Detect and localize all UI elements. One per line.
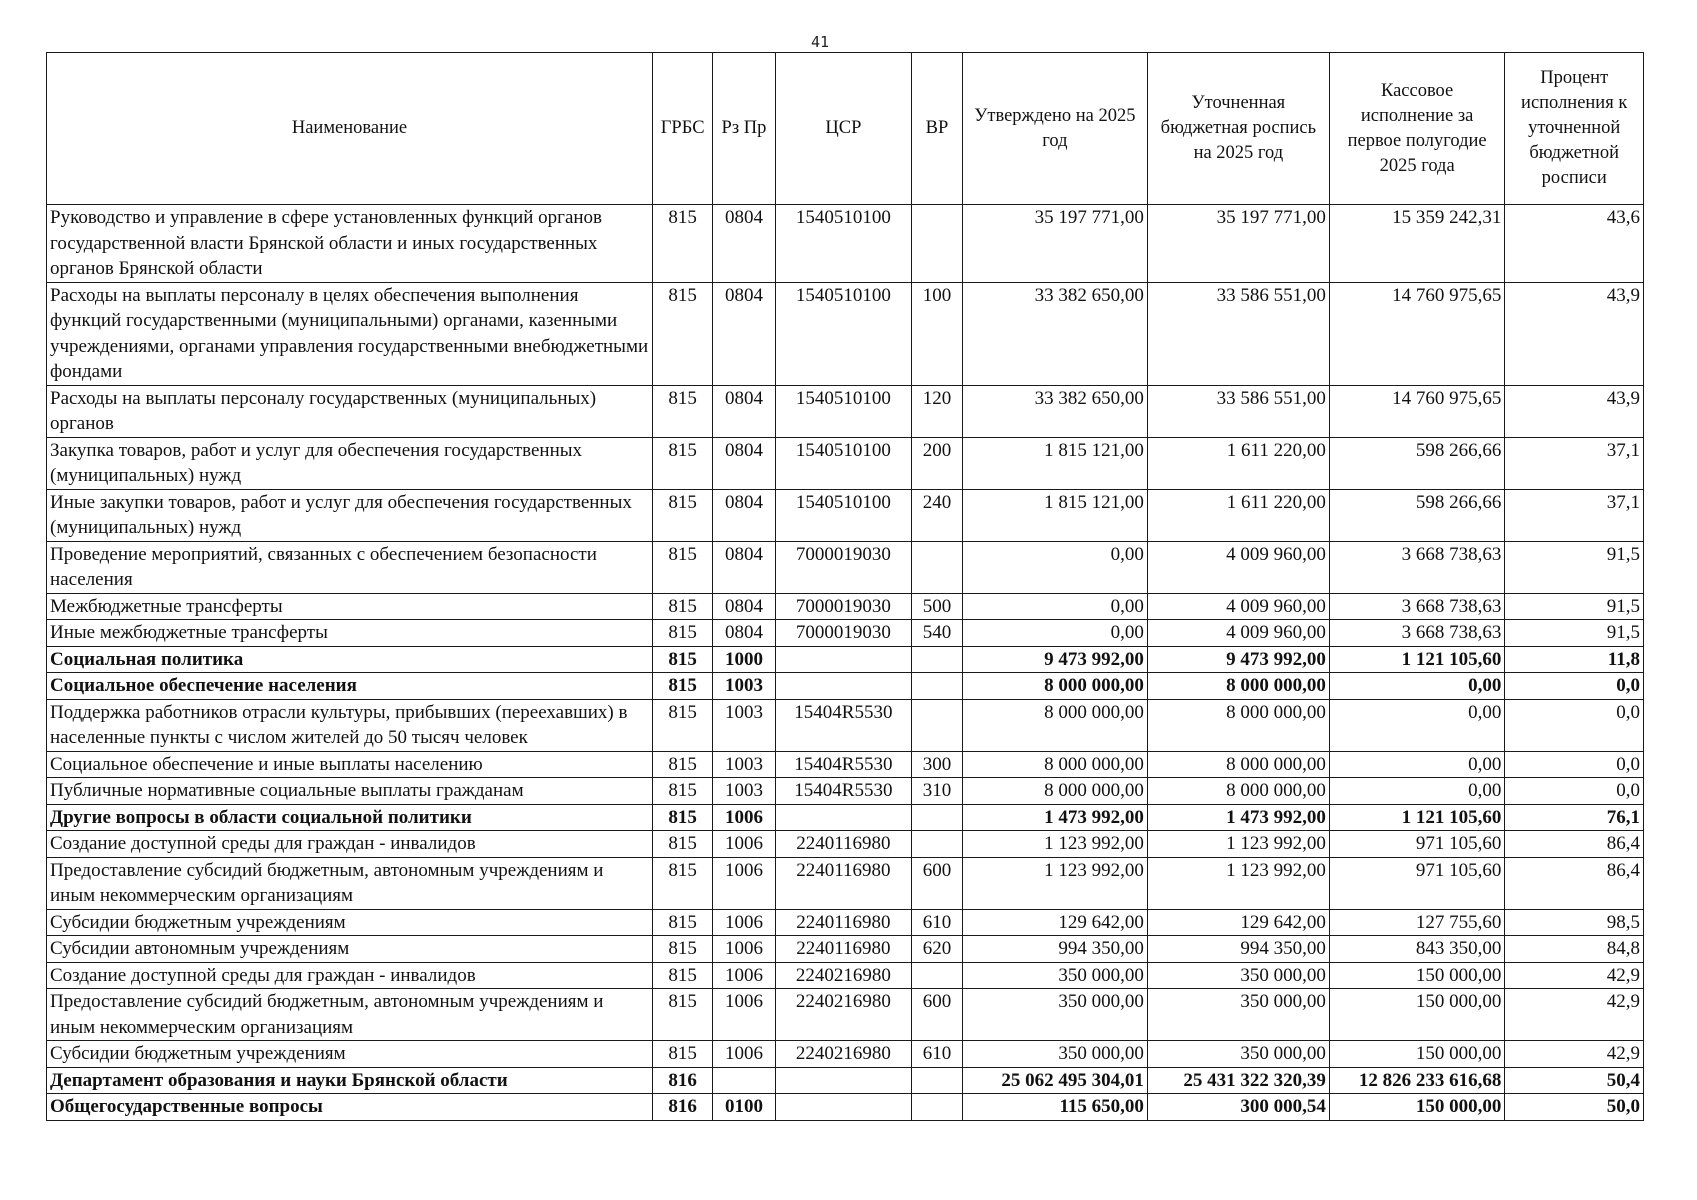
row-percent-cell: 43,9 [1505,385,1644,437]
row-csr-cell: 1540510100 [775,205,911,283]
row-rzpr-cell: 1006 [713,989,775,1041]
row-approved-cell: 35 197 771,00 [962,205,1147,283]
table-row [47,646,1644,673]
row-approved-cell: 0,00 [962,541,1147,593]
row-executed-cell: 150 000,00 [1329,962,1505,989]
row-approved-cell: 8 000 000,00 [962,778,1147,805]
row-name-cell: Предоставление субсидий бюджетным, автономным учреждениям и иным некоммерческим организациям [47,857,653,909]
row-executed-cell: 598 266,66 [1329,489,1505,541]
row-approved-cell: 9 473 992,00 [962,646,1147,673]
header-name: Наименование [47,53,653,205]
row-rzpr-cell [713,1067,775,1094]
row-executed-cell: 15 359 242,31 [1329,205,1505,283]
row-vr-cell: 120 [912,385,963,437]
header-row [47,53,1644,205]
header-csr: ЦСР [775,53,911,205]
row-rzpr-cell: 0804 [713,205,775,283]
row-grbs-cell: 815 [653,936,713,963]
row-vr-cell [912,205,963,283]
row-refined-cell: 33 586 551,00 [1147,282,1329,385]
row-executed-cell: 3 668 738,63 [1329,593,1505,620]
row-approved-cell: 350 000,00 [962,962,1147,989]
table-row [47,541,1644,593]
row-grbs-cell: 815 [653,646,713,673]
row-name-cell: Другие вопросы в области социальной политики [47,804,653,831]
row-approved-cell: 8 000 000,00 [962,673,1147,700]
row-refined-cell: 4 009 960,00 [1147,620,1329,647]
row-csr-cell: 2240216980 [775,962,911,989]
row-refined-cell: 4 009 960,00 [1147,541,1329,593]
row-vr-cell [912,646,963,673]
row-refined-cell: 8 000 000,00 [1147,751,1329,778]
row-name-cell: Субсидии бюджетным учреждениям [47,909,653,936]
row-rzpr-cell: 0100 [713,1094,775,1121]
row-name-cell: Предоставление субсидий бюджетным, автономным учреждениям и иным некоммерческим организациям [47,989,653,1041]
row-grbs-cell: 815 [653,962,713,989]
row-rzpr-cell: 1006 [713,857,775,909]
row-csr-cell: 2240116980 [775,909,911,936]
row-percent-cell: 43,9 [1505,282,1644,385]
row-grbs-cell: 815 [653,989,713,1041]
row-name-cell: Закупка товаров, работ и услуг для обеспечения государственных (муниципальных) нужд [47,437,653,489]
row-refined-cell: 35 197 771,00 [1147,205,1329,283]
row-executed-cell: 150 000,00 [1329,1094,1505,1121]
header-executed: Кассовое исполнение за первое полугодие 2025 года [1329,53,1505,205]
table-row [47,1094,1644,1121]
row-refined-cell: 350 000,00 [1147,1041,1329,1068]
row-csr-cell [775,646,911,673]
row-name-cell: Проведение мероприятий, связанных с обеспечением безопасности населения [47,541,653,593]
row-name-cell: Департамент образования и науки Брянской области [47,1067,653,1094]
table-row [47,593,1644,620]
row-executed-cell: 0,00 [1329,673,1505,700]
row-rzpr-cell: 1003 [713,778,775,805]
row-csr-cell: 2240116980 [775,857,911,909]
row-csr-cell: 2240116980 [775,831,911,858]
row-vr-cell [912,541,963,593]
header-approved: Утверждено на 2025 год [962,53,1147,205]
table-row [47,1041,1644,1068]
row-executed-cell: 150 000,00 [1329,1041,1505,1068]
row-name-cell: Субсидии автономным учреждениям [47,936,653,963]
table-row [47,282,1644,385]
row-percent-cell: 91,5 [1505,541,1644,593]
row-grbs-cell: 815 [653,751,713,778]
row-refined-cell: 1 123 992,00 [1147,831,1329,858]
row-executed-cell: 127 755,60 [1329,909,1505,936]
row-refined-cell: 9 473 992,00 [1147,646,1329,673]
table-row [47,909,1644,936]
row-grbs-cell: 815 [653,620,713,647]
row-vr-cell [912,962,963,989]
row-refined-cell: 1 611 220,00 [1147,437,1329,489]
row-name-cell: Общегосударственные вопросы [47,1094,653,1121]
header-percent: Процент исполнения к уточненной бюджетной росписи [1505,53,1644,205]
row-approved-cell: 8 000 000,00 [962,751,1147,778]
row-csr-cell: 15404R5530 [775,699,911,751]
row-rzpr-cell: 1003 [713,699,775,751]
row-rzpr-cell: 1006 [713,909,775,936]
row-name-cell: Межбюджетные трансферты [47,593,653,620]
row-refined-cell: 1 473 992,00 [1147,804,1329,831]
row-rzpr-cell: 1006 [713,962,775,989]
row-vr-cell: 600 [912,989,963,1041]
table-row [47,437,1644,489]
row-executed-cell: 843 350,00 [1329,936,1505,963]
row-refined-cell: 350 000,00 [1147,989,1329,1041]
row-percent-cell: 50,4 [1505,1067,1644,1094]
row-percent-cell: 37,1 [1505,437,1644,489]
row-percent-cell: 0,0 [1505,778,1644,805]
row-vr-cell: 500 [912,593,963,620]
row-rzpr-cell: 1003 [713,673,775,700]
row-executed-cell: 1 121 105,60 [1329,804,1505,831]
row-grbs-cell: 815 [653,282,713,385]
row-grbs-cell: 816 [653,1067,713,1094]
row-name-cell: Расходы на выплаты персоналу государственных (муниципальных) органов [47,385,653,437]
table-row [47,962,1644,989]
row-vr-cell [912,804,963,831]
row-executed-cell: 0,00 [1329,699,1505,751]
row-percent-cell: 86,4 [1505,831,1644,858]
row-vr-cell: 300 [912,751,963,778]
row-refined-cell: 25 431 322 320,39 [1147,1067,1329,1094]
row-rzpr-cell: 1000 [713,646,775,673]
row-approved-cell: 0,00 [962,593,1147,620]
row-percent-cell: 42,9 [1505,989,1644,1041]
row-refined-cell: 1 123 992,00 [1147,857,1329,909]
row-refined-cell: 8 000 000,00 [1147,699,1329,751]
row-csr-cell [775,673,911,700]
row-rzpr-cell: 0804 [713,620,775,647]
header-refined: Уточненная бюджетная роспись на 2025 год [1147,53,1329,205]
row-rzpr-cell: 1006 [713,804,775,831]
row-executed-cell: 3 668 738,63 [1329,541,1505,593]
row-executed-cell: 0,00 [1329,778,1505,805]
header-grbs: ГРБС [653,53,713,205]
row-name-cell: Руководство и управление в сфере установленных функций органов государственной власти Брянской области и иных государственных органов Брянской области [47,205,653,283]
row-csr-cell: 1540510100 [775,437,911,489]
row-grbs-cell: 815 [653,541,713,593]
row-csr-cell: 15404R5530 [775,778,911,805]
row-grbs-cell: 815 [653,593,713,620]
row-name-cell: Социальное обеспечение населения [47,673,653,700]
row-percent-cell: 76,1 [1505,804,1644,831]
row-refined-cell: 8 000 000,00 [1147,673,1329,700]
row-name-cell: Субсидии бюджетным учреждениям [47,1041,653,1068]
row-percent-cell: 43,6 [1505,205,1644,283]
row-name-cell: Публичные нормативные социальные выплаты гражданам [47,778,653,805]
row-vr-cell [912,673,963,700]
table-row [47,489,1644,541]
row-grbs-cell: 815 [653,831,713,858]
row-rzpr-cell: 0804 [713,541,775,593]
row-percent-cell: 37,1 [1505,489,1644,541]
row-csr-cell [775,804,911,831]
row-name-cell: Расходы на выплаты персоналу в целях обеспечения выполнения функций государственными (муниципальными) органами, казенными учреждениями, органами управления государственными внебюджетными фондами [47,282,653,385]
row-grbs-cell: 815 [653,909,713,936]
row-name-cell: Иные межбюджетные трансферты [47,620,653,647]
table-row [47,620,1644,647]
row-name-cell: Поддержка работников отрасли культуры, прибывших (переехавших) в населенные пункты с числом жителей до 50 тысяч человек [47,699,653,751]
row-executed-cell: 971 105,60 [1329,857,1505,909]
row-approved-cell: 350 000,00 [962,989,1147,1041]
row-vr-cell [912,1094,963,1121]
row-percent-cell: 42,9 [1505,1041,1644,1068]
row-rzpr-cell: 1006 [713,936,775,963]
row-vr-cell: 200 [912,437,963,489]
row-grbs-cell: 815 [653,673,713,700]
row-refined-cell: 4 009 960,00 [1147,593,1329,620]
row-grbs-cell: 815 [653,857,713,909]
row-grbs-cell: 815 [653,437,713,489]
row-approved-cell: 1 815 121,00 [962,437,1147,489]
row-executed-cell: 971 105,60 [1329,831,1505,858]
row-vr-cell: 100 [912,282,963,385]
row-approved-cell: 115 650,00 [962,1094,1147,1121]
row-rzpr-cell: 0804 [713,593,775,620]
row-executed-cell: 0,00 [1329,751,1505,778]
row-csr-cell: 15404R5530 [775,751,911,778]
row-executed-cell: 3 668 738,63 [1329,620,1505,647]
row-csr-cell: 2240216980 [775,989,911,1041]
row-vr-cell: 540 [912,620,963,647]
row-percent-cell: 11,8 [1505,646,1644,673]
row-csr-cell [775,1067,911,1094]
row-percent-cell: 86,4 [1505,857,1644,909]
row-refined-cell: 33 586 551,00 [1147,385,1329,437]
row-vr-cell: 310 [912,778,963,805]
row-rzpr-cell: 0804 [713,489,775,541]
row-rzpr-cell: 1006 [713,1041,775,1068]
row-approved-cell: 0,00 [962,620,1147,647]
row-csr-cell: 2240116980 [775,936,911,963]
row-approved-cell: 1 123 992,00 [962,857,1147,909]
row-csr-cell: 2240216980 [775,1041,911,1068]
row-name-cell: Создание доступной среды для граждан - инвалидов [47,831,653,858]
row-approved-cell: 350 000,00 [962,1041,1147,1068]
row-percent-cell: 0,0 [1505,673,1644,700]
row-vr-cell [912,831,963,858]
table-row [47,804,1644,831]
row-executed-cell: 1 121 105,60 [1329,646,1505,673]
row-csr-cell: 7000019030 [775,620,911,647]
table-row [47,936,1644,963]
row-grbs-cell: 815 [653,385,713,437]
row-approved-cell: 1 123 992,00 [962,831,1147,858]
row-percent-cell: 98,5 [1505,909,1644,936]
table-body [47,205,1644,1121]
row-approved-cell: 33 382 650,00 [962,385,1147,437]
row-rzpr-cell: 0804 [713,282,775,385]
table-row [47,989,1644,1041]
row-approved-cell: 25 062 495 304,01 [962,1067,1147,1094]
row-rzpr-cell: 0804 [713,385,775,437]
row-vr-cell [912,699,963,751]
row-csr-cell: 1540510100 [775,489,911,541]
row-percent-cell: 0,0 [1505,751,1644,778]
row-grbs-cell: 815 [653,699,713,751]
row-rzpr-cell: 1003 [713,751,775,778]
row-executed-cell: 598 266,66 [1329,437,1505,489]
header-vr: ВР [912,53,963,205]
row-approved-cell: 1 815 121,00 [962,489,1147,541]
row-grbs-cell: 815 [653,489,713,541]
row-percent-cell: 91,5 [1505,620,1644,647]
row-grbs-cell: 815 [653,1041,713,1068]
row-csr-cell: 7000019030 [775,541,911,593]
row-csr-cell: 1540510100 [775,385,911,437]
page-number: 41 [810,33,830,51]
row-grbs-cell: 816 [653,1094,713,1121]
row-percent-cell: 0,0 [1505,699,1644,751]
table-row [47,778,1644,805]
table-row [47,673,1644,700]
row-grbs-cell: 815 [653,205,713,283]
row-vr-cell: 600 [912,857,963,909]
row-percent-cell: 50,0 [1505,1094,1644,1121]
row-percent-cell: 84,8 [1505,936,1644,963]
row-vr-cell: 610 [912,909,963,936]
table-row [47,831,1644,858]
row-refined-cell: 994 350,00 [1147,936,1329,963]
row-rzpr-cell: 0804 [713,437,775,489]
row-name-cell: Иные закупки товаров, работ и услуг для обеспечения государственных (муниципальных) нужд [47,489,653,541]
table-row [47,385,1644,437]
row-executed-cell: 14 760 975,65 [1329,282,1505,385]
row-approved-cell: 994 350,00 [962,936,1147,963]
row-csr-cell: 7000019030 [775,593,911,620]
row-vr-cell: 240 [912,489,963,541]
row-vr-cell: 610 [912,1041,963,1068]
row-name-cell: Социальная политика [47,646,653,673]
table-row [47,857,1644,909]
table-row [47,205,1644,283]
row-refined-cell: 129 642,00 [1147,909,1329,936]
row-executed-cell: 150 000,00 [1329,989,1505,1041]
budget-table [46,52,1644,1121]
row-name-cell: Создание доступной среды для граждан - инвалидов [47,962,653,989]
table-row [47,699,1644,751]
row-refined-cell: 1 611 220,00 [1147,489,1329,541]
row-csr-cell [775,1094,911,1121]
row-refined-cell: 350 000,00 [1147,962,1329,989]
row-vr-cell [912,1067,963,1094]
row-grbs-cell: 815 [653,804,713,831]
row-refined-cell: 300 000,54 [1147,1094,1329,1121]
row-name-cell: Социальное обеспечение и иные выплаты населению [47,751,653,778]
row-approved-cell: 1 473 992,00 [962,804,1147,831]
row-executed-cell: 12 826 233 616,68 [1329,1067,1505,1094]
row-percent-cell: 91,5 [1505,593,1644,620]
row-executed-cell: 14 760 975,65 [1329,385,1505,437]
header-rzpr: Рз Пр [713,53,775,205]
table-row [47,1067,1644,1094]
row-csr-cell: 1540510100 [775,282,911,385]
row-vr-cell: 620 [912,936,963,963]
row-rzpr-cell: 1006 [713,831,775,858]
row-refined-cell: 8 000 000,00 [1147,778,1329,805]
row-percent-cell: 42,9 [1505,962,1644,989]
row-approved-cell: 8 000 000,00 [962,699,1147,751]
table-row [47,751,1644,778]
row-grbs-cell: 815 [653,778,713,805]
row-approved-cell: 129 642,00 [962,909,1147,936]
row-approved-cell: 33 382 650,00 [962,282,1147,385]
